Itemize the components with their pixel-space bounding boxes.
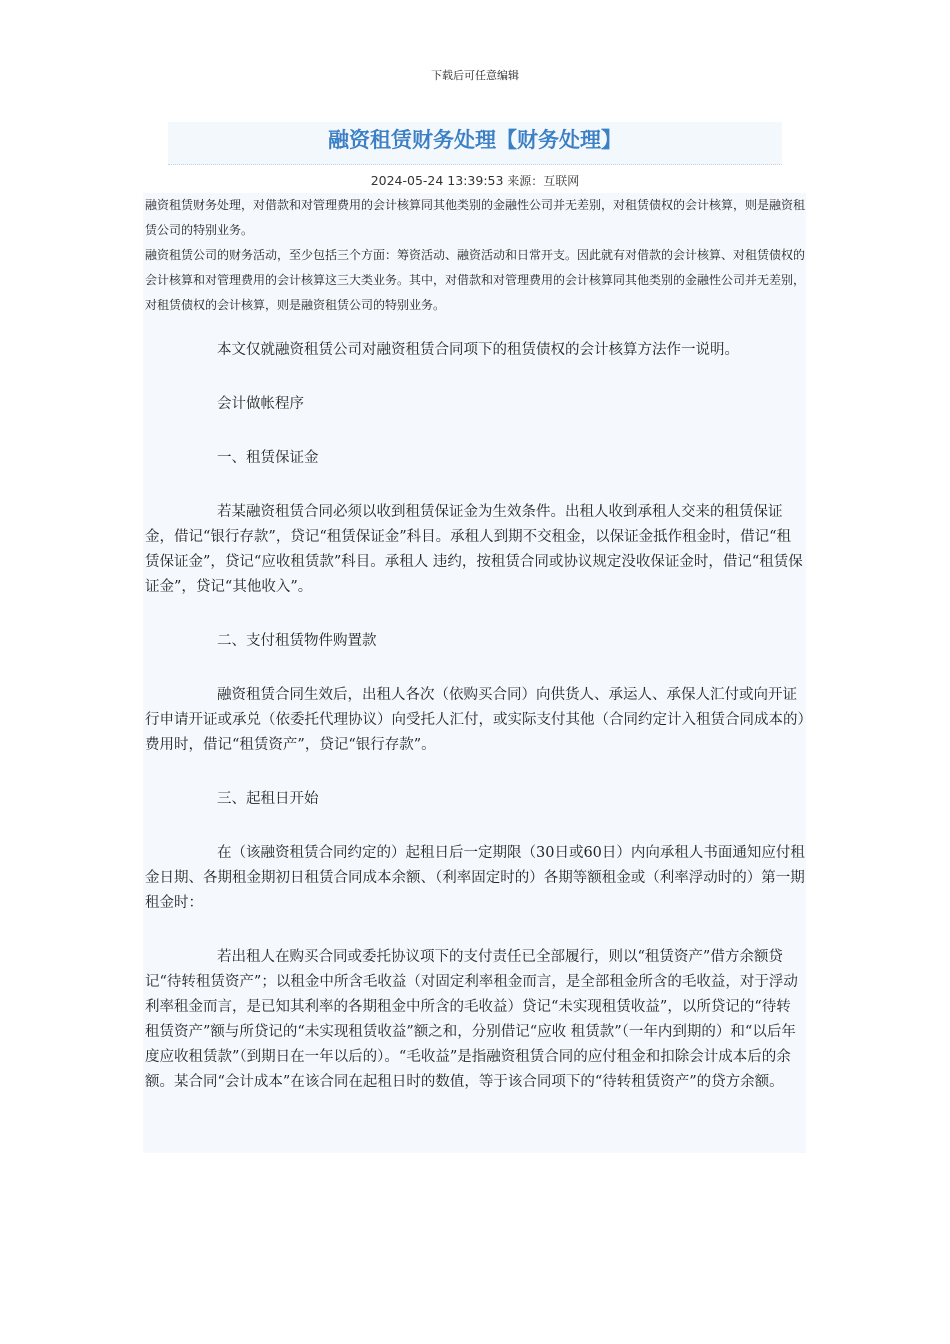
body-paragraph: 本文仅就融资租赁公司对融资租赁合同项下的租赁债权的会计核算方法作一说明。: [217, 342, 739, 358]
page-title: 融资租赁财务处理【财务处理】: [328, 128, 622, 152]
intro-block: [145, 193, 810, 318]
source-label: 来源：互联网: [507, 174, 580, 188]
article-body: [145, 338, 805, 1095]
section-heading: 三、起租日开始: [217, 791, 319, 807]
publish-datetime: 2024-05-24 13:39:53: [370, 173, 504, 188]
body-paragraph: 在（该融资租赁合同约定的）起租日后一定期限（30日或60日）内向承租人书面通知应付租金日期、各期租金期初日租赁合同成本余额、（利率固定时的）各期等额租金或（利率浮动时的）第一期租金时：: [145, 845, 805, 911]
intro-paragraph: 融资租赁公司的财务活动，至少包括三个方面：筹资活动、融资活动和日常开支。因此就有对借款的会计核算、对租赁债权的会计核算和对管理费用的会计核算这三大类业务。其中，对借款和对管理费用的会计核算同其他类别的金融性公司并无差别，对租赁债权的会计核算，则是融资租赁公司的特别业务。: [145, 248, 806, 312]
article-meta: [0, 172, 950, 189]
section-heading: 一、租赁保证金: [217, 450, 319, 466]
download-note: 下载后可任意编辑: [431, 69, 519, 82]
body-paragraph: 若某融资租赁合同必须以收到租赁保证金为生效条件。出租人收到承租人交来的租赁保证金，借记“银行存款”，贷记“租赁保证金”科目。承租人到期不交租金，以保证金抵作租金时，借记“租赁保证金”，贷记“应收租赁款”科目。承租人 违约，按租赁合同或协议规定没收保证金时，借记“租赁保证金”，贷记“其他收入”。: [145, 504, 803, 595]
section-heading: 二、支付租赁物件购置款: [217, 633, 377, 649]
body-paragraph: 融资租赁合同生效后，出租人各次（依购买合同）向供货人、承运人、承保人汇付或向开证行申请开证或承兑（依委托代理协议）向受托人汇付，或实际支付其他（合同约定计入租赁合同成本的）费用时，借记“租赁资产”，贷记“银行存款”。: [145, 687, 805, 753]
intro-paragraph: 融资租赁财务处理，对借款和对管理费用的会计核算同其他类别的金融性公司并无差别，对租赁债权的会计核算，则是融资租赁公司的特别业务。: [145, 198, 806, 237]
body-paragraph: 若出租人在购买合同或委托协议项下的支付责任已全部履行，则以“租赁资产”借方余额贷记“待转租赁资产”；以租金中所含毛收益（对固定利率租金而言，是全部租金所含的毛收益，对于浮动利率租金而言，是已知其利率的各期租金中所含的毛收益）贷记“未实现租赁收益”，以所贷记的“待转租赁资产”额与所贷记的“未实现租赁收益”额之和，分别借记“应收 租赁款”（一年内到期的）和“以后年度应收租赁款”（到期日在一年以后的）。“毛收益”是指融资租赁合同的应付租金和扣除会计成本后的余额。某合同“会计成本”在该合同在起租日时的数值，等于该合同项下的“待转租赁资产”的贷方余额。: [145, 949, 798, 1090]
section-heading: 会计做帐程序: [217, 396, 304, 412]
